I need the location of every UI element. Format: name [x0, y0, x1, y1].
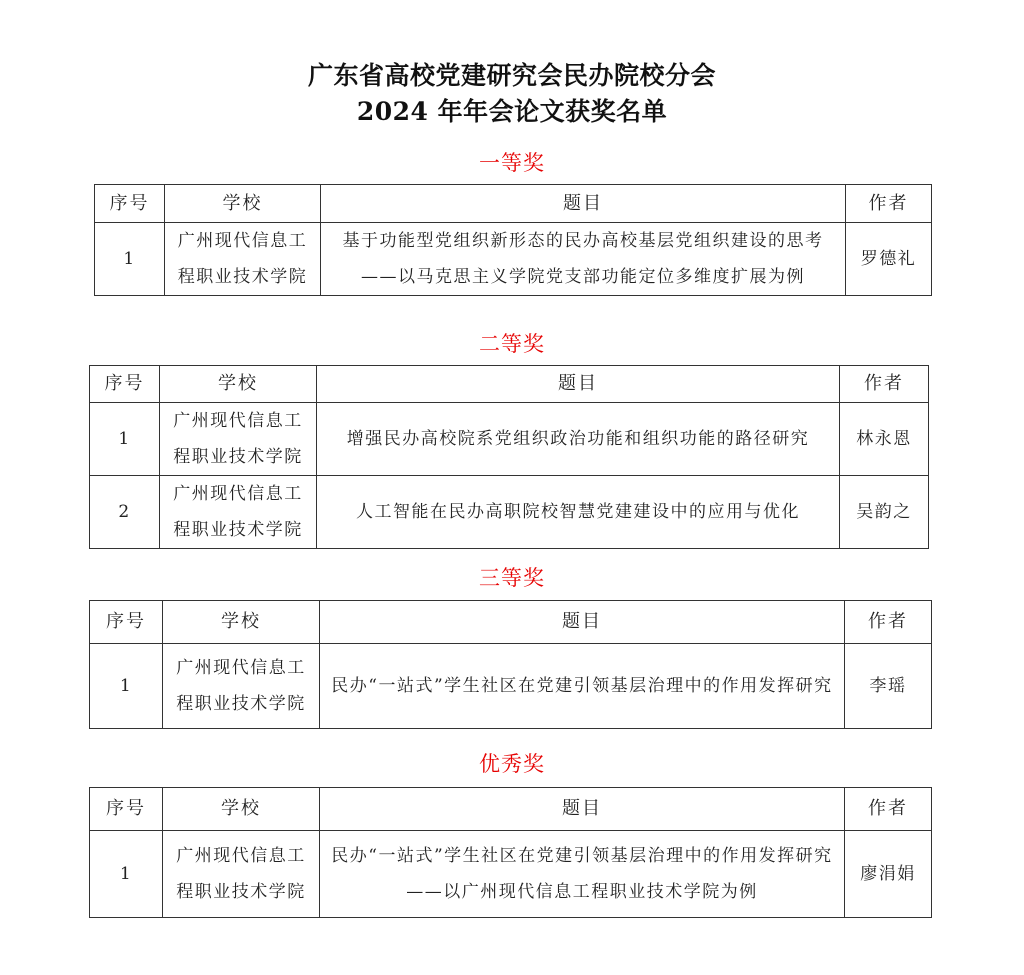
award-heading-second: 二等奖: [479, 332, 545, 356]
award-table-second: [89, 365, 929, 549]
column-header-no: 序号: [95, 185, 165, 223]
award-table-first: [94, 184, 932, 296]
column-header-title: 题目: [321, 185, 846, 223]
row-title: 民办“一站式”学生社区在党建引领基层治理中的作用发挥研究: [320, 644, 845, 729]
document-title: 广东省高校党建研究会民办院校分会: [307, 61, 716, 90]
column-header-author: 作者: [845, 788, 932, 831]
award-heading-first: 一等奖: [479, 151, 545, 175]
award-table-third: [89, 600, 932, 729]
row-school: 广州现代信息工程职业技术学院: [165, 223, 321, 296]
table-row: [90, 476, 929, 549]
column-header-title: 题目: [317, 366, 840, 403]
table-row: [90, 644, 932, 729]
document-subtitle: 2024 年年会论文获奖名单: [356, 97, 668, 126]
column-header-school: 学校: [165, 185, 321, 223]
column-header-school: 学校: [163, 601, 320, 644]
row-school: 广州现代信息工程职业技术学院: [160, 476, 317, 549]
row-no: 2: [90, 476, 160, 549]
row-no: 1: [90, 831, 163, 918]
column-header-title: 题目: [320, 788, 845, 831]
column-header-author: 作者: [840, 366, 929, 403]
column-header-author: 作者: [846, 185, 932, 223]
row-author: 廖涓娟: [845, 831, 932, 918]
table-row: [90, 403, 929, 476]
row-school: 广州现代信息工程职业技术学院: [163, 831, 320, 918]
column-header-school: 学校: [163, 788, 320, 831]
row-author: 罗德礼: [846, 223, 932, 296]
column-header-author: 作者: [845, 601, 932, 644]
award-heading-excellence: 优秀奖: [479, 752, 545, 776]
row-title: 基于功能型党组织新形态的民办高校基层党组织建设的思考——以马克思主义学院党支部功能定位多维度扩展为例: [321, 223, 846, 296]
table-row: [90, 831, 932, 918]
row-author: 李瑶: [845, 644, 932, 729]
row-no: 1: [90, 644, 163, 729]
row-title: 民办“一站式”学生社区在党建引领基层治理中的作用发挥研究——以广州现代信息工程职业技术学院为例: [320, 831, 845, 918]
row-title: 增强民办高校院系党组织政治功能和组织功能的路径研究: [317, 403, 840, 476]
award-heading-third: 三等奖: [479, 566, 545, 590]
column-header-school: 学校: [160, 366, 317, 403]
row-author: 吴韵之: [840, 476, 929, 549]
column-header-no: 序号: [90, 601, 163, 644]
column-header-no: 序号: [90, 366, 160, 403]
column-header-title: 题目: [320, 601, 845, 644]
row-school: 广州现代信息工程职业技术学院: [163, 644, 320, 729]
row-no: 1: [90, 403, 160, 476]
row-author: 林永恩: [840, 403, 929, 476]
table-row: [95, 223, 932, 296]
row-school: 广州现代信息工程职业技术学院: [160, 403, 317, 476]
award-table-excellence: [89, 787, 932, 918]
row-title: 人工智能在民办高职院校智慧党建建设中的应用与优化: [317, 476, 840, 549]
row-no: 1: [95, 223, 165, 296]
column-header-no: 序号: [90, 788, 163, 831]
